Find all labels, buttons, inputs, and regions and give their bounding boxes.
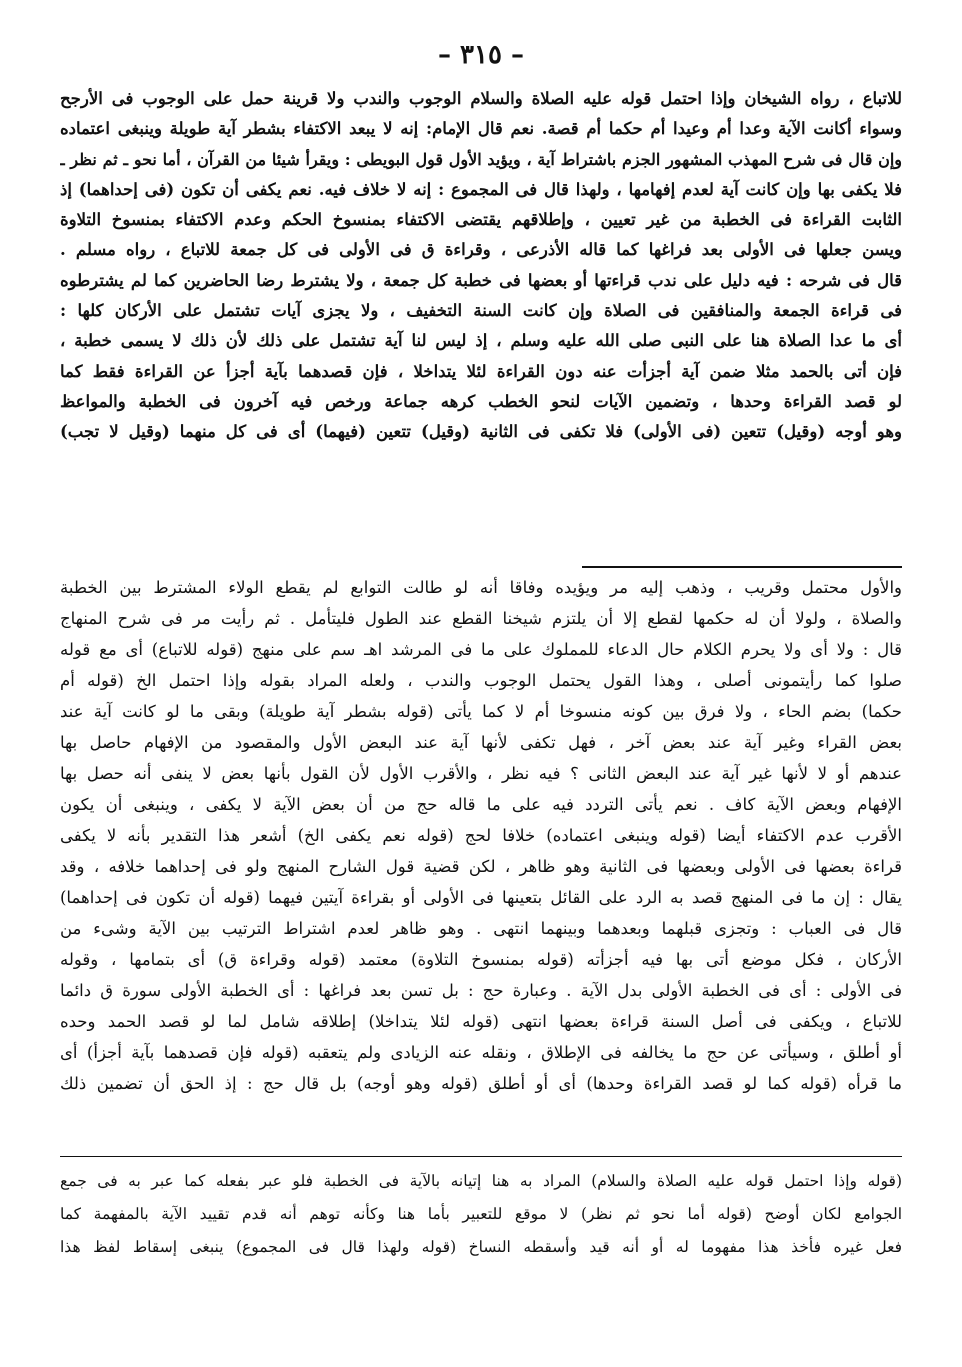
commentary-line: أو أطلق ، وسيأتى عن حج ما يخالفه فى الإطلاق ، ونقله عنه الزيادى ولم يتعقبه (قوله فإن قصدهما بآية أجزأ) أى xyxy=(60,1043,902,1062)
main-text-line: أى ما عدا الصلاة هنا على النبى صلى الله عليه وسلم ، إذ ليس لنا آية تشتمل على ذلك لأن ذلك لا يسمى خطبة ، xyxy=(60,331,902,351)
main-text-line: فإن أتى بالحمد مثلا ضمن آية أجزأت عنه دون القراءة لئلا يتداخلا ، فإن قصدهما بآية أجزأ عن القراءة فقط كما xyxy=(60,361,902,381)
main-text-line: فلا يكفى بها وإن كانت آية لعدم إفهامها ، ولهذا قال فى المجموع : إنه لا خلاف فيه. نعم يكفى أن تكون (فى إحداهما) إذ xyxy=(60,179,902,199)
commentary-line: الأقرب عدم الاكتفاء أيضا (قوله وينبغى اعتماده) خلافا لحج (قوله نعم يكفى الخ) أشعر هذا التقدير بأنه لا يكفى xyxy=(60,826,902,845)
footnote-line: (قوله وإذا احتمل قوله عليه الصلاة والسلام) المراد به هنا إتيانه بالآية فى الخطبة فلو عبر بفعله كما عبر به فى جمع xyxy=(60,1172,902,1190)
page-number: – ٣١٥ – xyxy=(437,40,525,70)
main-text-line: وإن قال فى شرح المهذب المشهور الجزم باشتراط آية ، ويؤيد الأول قول البويطى : ويقرأ شيئا من القرآن ، أما نحو ـ ثم نظر ـ xyxy=(60,149,902,169)
commentary-line: بعض القراء وغير آية عند بعض آخر ، فهل تكفى لأنها آية عند البعض الأول والمقصود من الإفهام حاصل بها xyxy=(60,733,902,752)
footnote-block xyxy=(60,1165,902,1264)
section-divider xyxy=(582,566,902,568)
main-text-line: وهو أوجه (وقيل) تتعين (فى الأولى) فلا تكفى فى الثانية (وقيل) تتعين (فيهما) أى فى كل منهما (وقيل لا تجب) xyxy=(60,422,902,442)
main-text-line: فى قراءة الجمعة والمنافقين فى الصلاة وإن كانت السنة التخفيف ، ولا يجزى آيات تشتمل على الأركان كلها : xyxy=(60,301,902,321)
commentary-line: يقال : إن ما فى المنهج قصد به الرد على القائل بتعينها فى الأولى أو بقراءة آيتين فيهما (قوله أن تكون فى إحداهما) xyxy=(60,888,902,907)
commentary-line: ما قرأه (قوله كما لو قصد القراءة وحدها) أى أو أطلق (قوله وهو أوجه) بل قال حج : إذ الحق أن تضمين ذلك xyxy=(60,1074,902,1093)
commentary-line: للاتباع ، ويكفى فى أصل السنة قراءة بعضها انتهى (قوله لئلا يتداخلا) إطلاقه شامل لما لو قصد الحمد وحده xyxy=(60,1012,902,1031)
commentary-line: قراءة بعضها فى الأولى وبعضها فى الثانية وهو ظاهر ، لكن قضية قول الشارح المنهج ولو فى إحداهما خلافه ، وقد xyxy=(60,857,902,876)
commentary-line: قال : ولا أى ولا يحرم الكلام حال الدعاء للمملوك على ما فى المرشد اهـ سم على منهج (قوله للاتباع) أى مع قوله xyxy=(60,640,902,659)
commentary-line: حكما) بضم الحاء ، ولا فرق بين كونه منسوخا أم لا كما يأتى (قوله بشطر آية طويلة) وبقى ما لو كانت آية عند xyxy=(60,702,902,721)
footnote-divider xyxy=(60,1156,902,1157)
main-text-block xyxy=(60,84,902,448)
commentary-block xyxy=(60,572,902,1099)
main-text-line: وسواء أكانت الآية وعدا أم وعيدا أم حكما أم قصة. نعم قال الإمام: إنه لا يبعد الاكتفاء بشطر آية طويلة وينبغى اعتماده xyxy=(60,119,902,139)
commentary-line: والأول محتمل وقريب ، وذهب إليه مر ويؤيده وفاقا أنه لو طالت التوابع لم يقطع الولاء المشترط بين الخطبة xyxy=(60,578,902,597)
footnote-line: الجوامع لكان أوضح (قوله أما نحو ثم نظر) لا موقع للتعبير بأما هنا وكأنه توهم أنه قدم تقييد الآية بالمفهمة كما xyxy=(60,1205,902,1223)
commentary-line: عندهم أو لا لأنها غير آية عند البعض الثانى ؟ فيه نظر ، والأقرب الأول لأن القول بأنها بعض لا ينفى أنه حصل بها xyxy=(60,764,902,783)
commentary-line: صلوا كما رأيتمونى أصلى ، وهذا القول يحتمل الوجوب والندب ، ولعله المراد بقوله وإذا احتمل الخ (قوله أم xyxy=(60,671,902,690)
main-text-line: قال فى شرحه : فيه دليل على ندب قراءتها أو بعضها فى خطبة كل جمعة ، ولا يشترط رضا الحاضرين كما لم يشترطوه xyxy=(60,270,902,290)
footnote-line: فعل غيره فأخذ هذا مفهوما له أو أنه قيد وأسقطه النساخ (قوله ولهذا قال فى المجموع) ينبغى إسقاط لفظ هذا xyxy=(60,1238,902,1256)
commentary-line: الإفهام وبعض الآية كاف . نعم يأتى التردد فيه على ما قاله حج من أن بعض الآية لا يكفى ، وينبغى أن يكون xyxy=(60,795,902,814)
commentary-line: فى الأولى : أى فى الخطبة الأولى بدل الآية . وعبارة حج : بل تسن بعد فراغها : أى الخطبة الأولى سورة ق دائما xyxy=(60,981,902,1000)
main-text-line: ويسن جعلها فى الأولى بعد فراغها كما قاله الأذرعى ، وقراءة ق فى الأولى فى كل جمعة للاتباع ، رواه مسلم . xyxy=(60,240,902,260)
commentary-line: قال فى العباب : وتجزى قبلهما وبعدهما وبينهما انتهى . وهو ظاهر لعدم اشتراط الترتيب بين الآية وشىء من xyxy=(60,919,902,938)
commentary-line: والصلاة ، ولولا أن له حكمها لقطع إلا أن يلتزم شيخنا القطع عند الطول فليتأمل . ثم رأيت مر فى شرح المنهاج xyxy=(60,609,902,628)
main-text-line: للاتباع ، رواه الشيخان وإذا احتمل قوله عليه الصلاة والسلام الوجوب والندب ولا قرينة حمل على الوجوب فى الأرجح xyxy=(60,89,902,108)
main-text-line: لو قصد القراءة وحدها ، وتضمين الآيات لنحو الخطب كرهه جماعة ورخص فيه آخرون فى الخطبة والمواعظ xyxy=(60,391,902,411)
book-page xyxy=(60,38,902,1338)
commentary-line: الأركان ، فكل موضع أتى بها فيه أجزأته (قوله بمنسوخ التلاوة) معتمد (قوله وقراءة ق) أى بتمامها ، وقوله xyxy=(60,950,902,969)
main-text-line: الثابت القراءة فى الخطبة من غير تعيين ، وإطلاقهم يقتضى الاكتفاء بمنسوخ الحكم وعدم الاكتفاء بمنسوخ التلاوة xyxy=(60,210,902,230)
